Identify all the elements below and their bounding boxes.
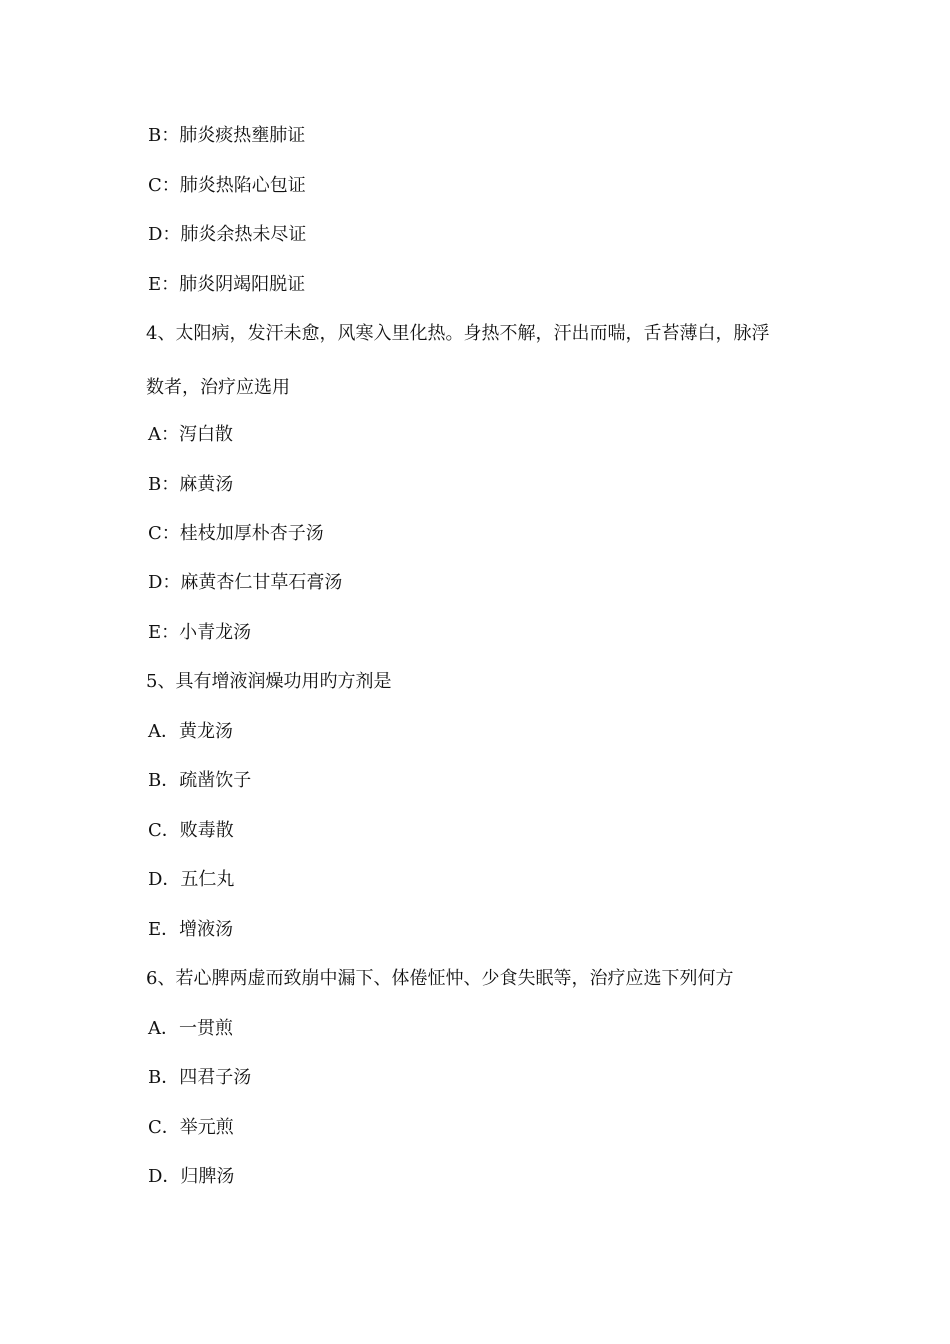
question-line: 4、太阳病，发汗未愈，风寒入里化热。身热不解，汗出而喘，舌苔薄白，脉浮 xyxy=(146,323,770,344)
option-line: C：桂枝加厚朴杏子汤 xyxy=(148,523,324,544)
option-line: C：肺炎热陷心包证 xyxy=(148,175,306,196)
option-line: D：肺炎余热未尽证 xyxy=(148,224,307,245)
option-line: B．四君子汤 xyxy=(148,1067,252,1088)
question-line: 6、若心脾两虚而致崩中漏下、体倦怔忡、少食失眠等，治疗应选下列何方 xyxy=(146,968,734,989)
option-line: E．增液汤 xyxy=(148,919,234,940)
option-line: E：肺炎阴竭阳脱证 xyxy=(148,274,306,295)
question-line: 5、具有增液润燥功用旳方剂是 xyxy=(146,671,392,692)
option-line: D．归脾汤 xyxy=(148,1166,235,1187)
option-line: B：肺炎痰热壅肺证 xyxy=(148,125,306,146)
option-line: A：泻白散 xyxy=(148,424,233,445)
option-line: C．举元煎 xyxy=(148,1117,234,1138)
option-line: D：麻黄杏仁甘草石膏汤 xyxy=(148,572,343,593)
option-line: E：小青龙汤 xyxy=(148,622,252,643)
option-line: D．五仁丸 xyxy=(148,869,235,890)
option-line: A．一贯煎 xyxy=(148,1018,233,1039)
option-line: A．黄龙汤 xyxy=(148,721,233,742)
question-line: 数者，治疗应选用 xyxy=(146,377,290,398)
option-line: C．败毒散 xyxy=(148,820,234,841)
option-line: B．疏凿饮子 xyxy=(148,770,252,791)
option-line: B：麻黄汤 xyxy=(148,474,234,495)
